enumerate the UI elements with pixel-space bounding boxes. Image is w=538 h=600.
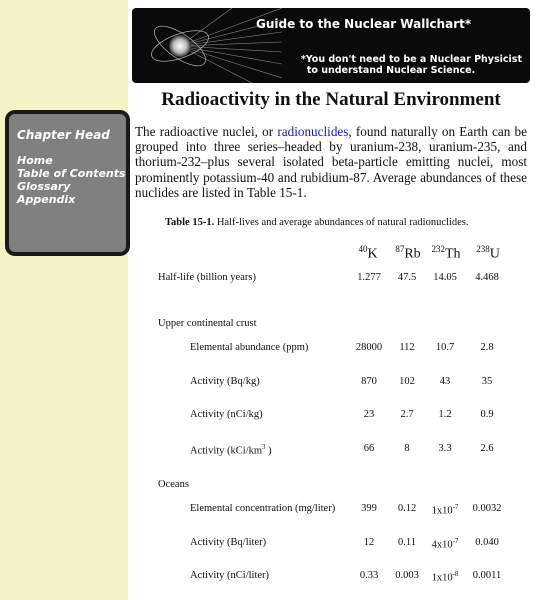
nav-link-glossary[interactable]: Glossary	[17, 180, 71, 193]
table-cell: 4.468	[475, 272, 499, 283]
table-cell: 66	[363, 443, 375, 454]
intro-paragraph	[135, 124, 527, 200]
cell-exponent: -7	[452, 503, 459, 511]
row-label-close: )	[265, 445, 272, 457]
banner-title: Guide to the Nuclear Wallchart*	[256, 17, 472, 31]
row-label-exponent: 3	[262, 443, 266, 451]
table-cell: 10.7	[435, 342, 455, 353]
row-label: Activity (Bq/kg)	[190, 376, 260, 387]
page-title: Radioactivity in the Natural Environment	[161, 89, 501, 110]
table-cell: 8	[404, 443, 410, 454]
table-cell: 102	[399, 376, 415, 387]
table-cell: 870	[361, 376, 377, 387]
table-cell: 0.0011	[472, 570, 502, 581]
table-cell: 12	[363, 537, 375, 548]
col-header-mass: 238	[476, 244, 490, 254]
col-header-mass: 40	[358, 244, 368, 254]
table-caption-label: Table 15-1.	[165, 217, 215, 228]
banner-tagline	[301, 54, 522, 76]
site-banner	[132, 8, 530, 83]
nav-chapter-head[interactable]: Chapter Head	[17, 128, 110, 142]
banner-tagline-line-1: *You don't need to be a Nuclear Physicist	[300, 54, 522, 65]
table-cell: 23	[363, 409, 375, 420]
table-cell: 0.12	[397, 503, 417, 514]
col-header-symbol: U	[489, 246, 500, 262]
left-sidebar	[0, 0, 128, 600]
row-label: Elemental concentration (mg/liter)	[190, 503, 336, 514]
row-label: Activity (nCi/kg)	[190, 409, 263, 420]
table-cell: 3.3	[438, 443, 452, 454]
table-cell: 43	[439, 376, 451, 387]
table-cell: 0.11	[398, 537, 416, 548]
table-cell: 2.7	[400, 409, 414, 420]
nav-panel	[5, 110, 130, 256]
table-cell: 1.277	[357, 272, 381, 283]
col-header-symbol: K	[367, 246, 378, 262]
nav-link-table-of-contents[interactable]: Table of Contents	[17, 167, 126, 180]
table-cell: 14.05	[433, 272, 457, 283]
section-label-crust: Upper continental crust	[158, 318, 257, 329]
banner-tagline-line-2: to understand Nuclear Science.	[306, 65, 476, 76]
table-cell: 0.040	[475, 537, 499, 548]
col-header-symbol: Rb	[404, 246, 421, 262]
cell-exponent: -7	[452, 537, 459, 545]
col-header-u238	[463, 244, 513, 263]
radionuclides-link[interactable]: radionuclides	[277, 124, 349, 139]
col-header-mass: 232	[431, 244, 445, 254]
table-cell: 112	[399, 342, 415, 353]
table-cell: 2.6	[480, 443, 494, 454]
col-header-mass: 87	[395, 244, 405, 254]
table-cell: 0.33	[359, 570, 379, 581]
table-caption-text: Half-lives and average abundances of natural radionuclides.	[214, 217, 469, 228]
section-label-oceans: Oceans	[158, 479, 189, 490]
row-label-text: Activity (kCi/km	[190, 445, 263, 457]
table-cell: 1.2	[438, 409, 452, 420]
row-label: Elemental abundance (ppm)	[190, 342, 309, 353]
row-label: Activity (Bq/liter)	[190, 537, 267, 548]
table-cell: 2.8	[480, 342, 494, 353]
nav-link-home[interactable]: Home	[17, 154, 53, 167]
intro-text-start: The radioactive nuclei, or	[135, 124, 278, 139]
intro-text-end: , found naturally on Earth can be grouped into three series–headed by uranium-238, uranium-235, and thorium-232–plus several isolated beta-particle emitting nuclei, most prominently potassium-40 and rubidium-87. Average abundances of these nuclides are listed in Table 15-1.	[135, 124, 527, 200]
row-label-halflife: Half-life (billion years)	[158, 272, 256, 283]
cell-mantissa: 1x10	[431, 572, 453, 584]
cell-mantissa: 4x10	[431, 539, 453, 551]
table-cell: 399	[361, 503, 377, 514]
table-cell: 0.003	[395, 570, 419, 581]
table-caption	[165, 217, 505, 228]
col-header-symbol: Th	[444, 246, 461, 262]
row-label: Activity (nCi/liter)	[190, 570, 270, 581]
row-label	[190, 443, 272, 457]
table-cell: 28000	[355, 342, 383, 353]
table-cell: 0.9	[480, 409, 494, 420]
table-cell: 35	[481, 376, 493, 387]
cell-exponent: -8	[452, 570, 459, 578]
cell-mantissa: 1x10	[431, 505, 453, 517]
table-cell: 47.5	[397, 272, 417, 283]
nav-link-appendix[interactable]: Appendix	[17, 193, 76, 206]
table-cell: 0.0032	[472, 503, 502, 514]
